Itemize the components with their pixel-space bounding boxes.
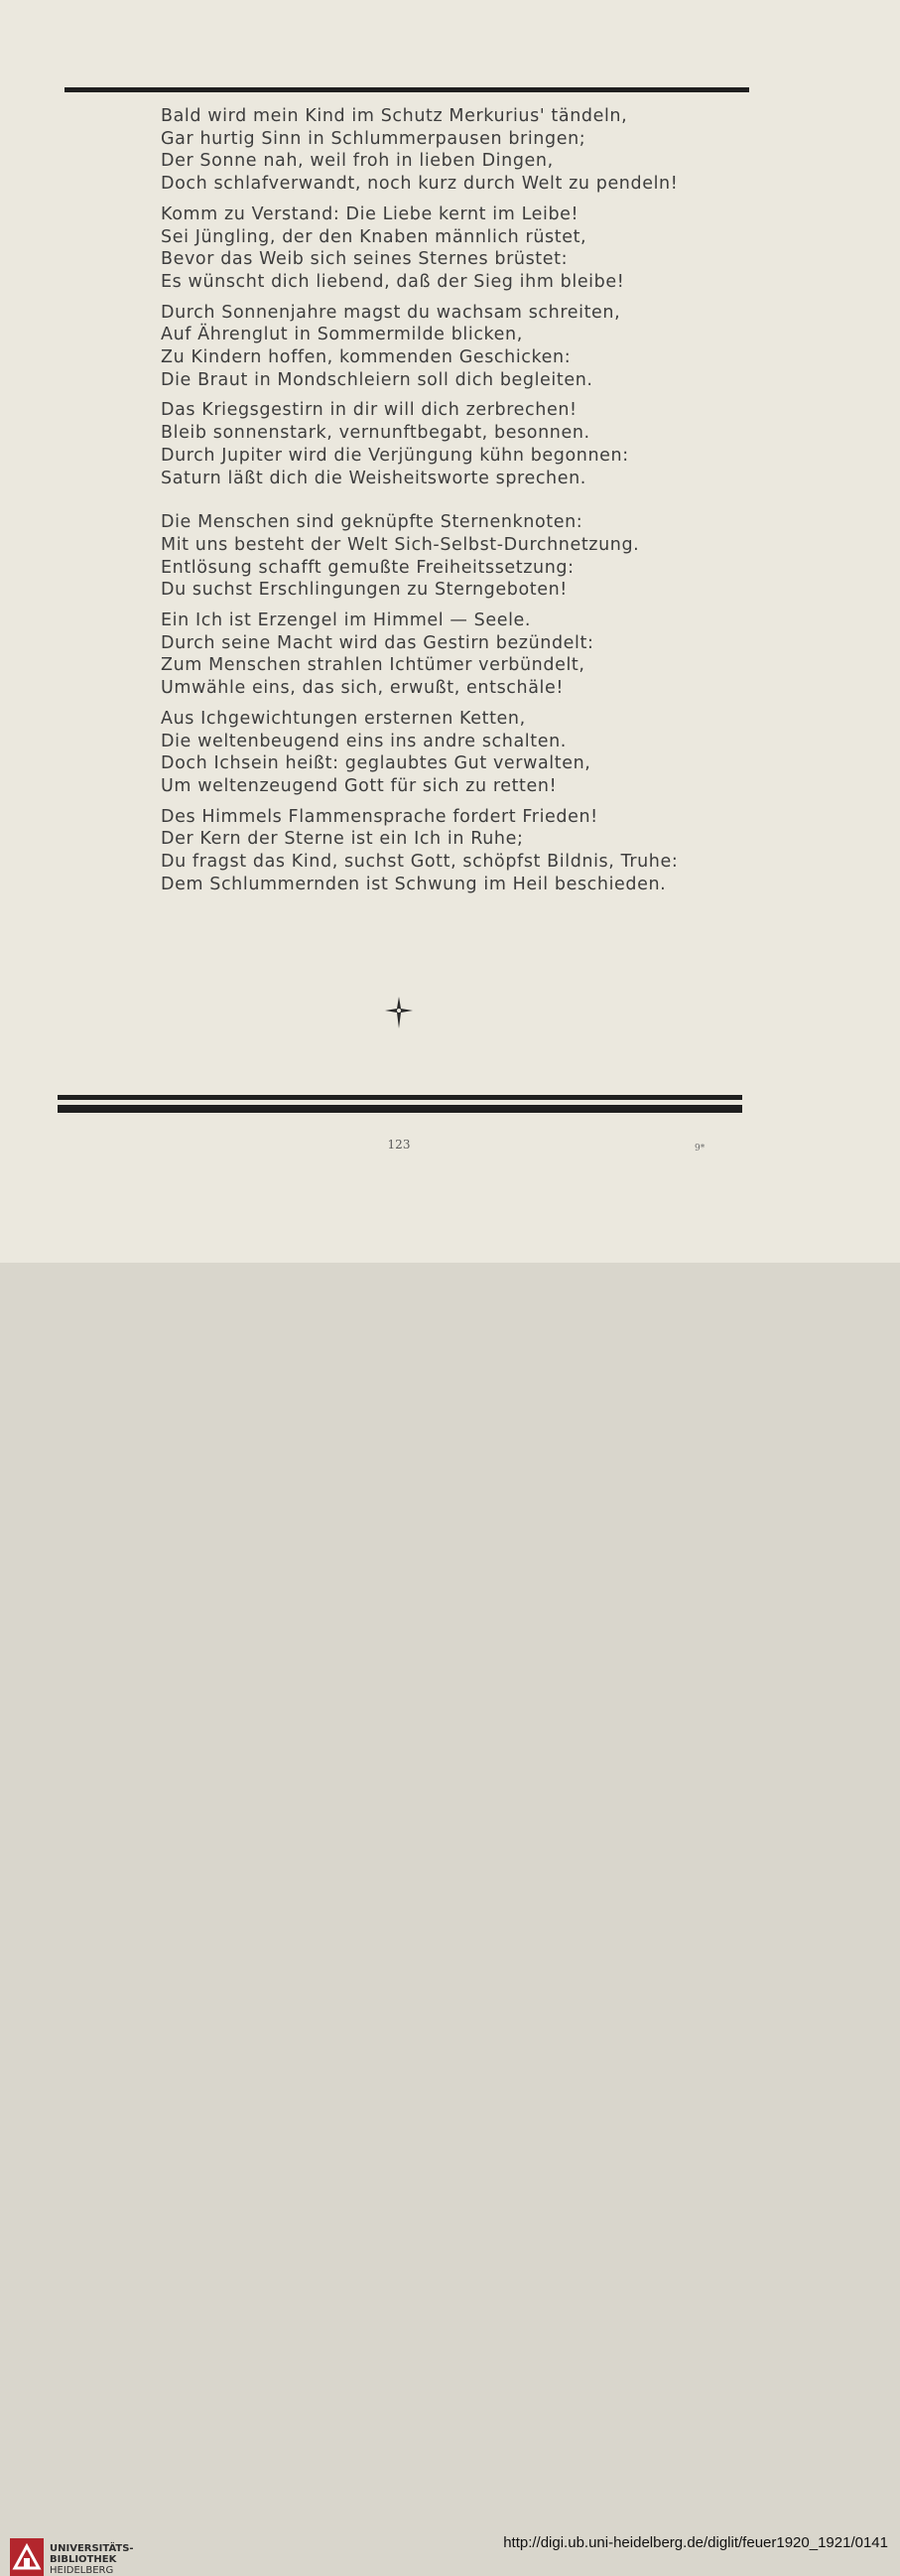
poem-line: Du suchst Erschlingungen zu Sterngeboten! (161, 580, 568, 601)
poem-line: Des Himmels Flammensprache fordert Frieden! (161, 806, 598, 827)
poem-line: Gar hurtig Sinn in Schlummerpausen bringen; (161, 128, 586, 149)
poem-line: Bald wird mein Kind im Schutz Merkurius' tändeln, (161, 106, 628, 126)
library-name-line: HEIDELBERG (50, 2565, 114, 2576)
poem-line: Umwähle eins, das sich, erwußt, entschäle! (161, 678, 564, 699)
poem-line: Mit uns besteht der Welt Sich-Selbst-Durchnetzung. (161, 534, 640, 555)
poem-line: Um weltenzeugend Gott für sich zu retten! (161, 775, 558, 796)
poem-line: Bleib sonnenstark, vernunftbegabt, besonnen. (161, 423, 590, 444)
poem-line: Die Braut in Mondschleiern soll dich begleiten. (161, 369, 593, 390)
library-name[interactable] (50, 2543, 134, 2576)
stanza (161, 105, 776, 196)
poem-line: Entlösung schafft gemußte Freiheitssetzung: (161, 557, 575, 578)
stanza (161, 708, 776, 798)
poem-line: Sei Jüngling, der den Knaben männlich rüstet, (161, 226, 587, 247)
stanza (161, 806, 776, 896)
poem-line: Die Menschen sind geknüpfte Sternenknoten: (161, 512, 583, 533)
poem-line: Dem Schlummernden ist Schwung im Heil beschieden. (161, 874, 667, 894)
poem-line: Der Kern der Sterne ist ein Ich in Ruhe; (161, 829, 524, 850)
poem-line: Doch schlafverwandt, noch kurz durch Welt zu pendeln! (161, 174, 679, 195)
poem-line: Durch seine Macht wird das Gestirn bezündelt: (161, 632, 594, 653)
stanza (161, 399, 776, 489)
library-name-line: BIBLIOTHEK (50, 2554, 117, 2565)
poem-line: Bevor das Weib sich seines Sternes brüstet: (161, 249, 569, 270)
poem-line: Ein Ich ist Erzengel im Himmel — Seele. (161, 610, 532, 631)
top-rule (64, 87, 749, 92)
poem-line: Zum Menschen strahlen Ichtümer verbündelt, (161, 655, 585, 676)
stanza (161, 203, 776, 294)
poem-line: Doch Ichsein heißt: geglaubtes Gut verwalten, (161, 753, 591, 774)
stanza (161, 302, 776, 392)
library-name-line: UNIVERSITÄTS- (50, 2543, 134, 2554)
stanza (161, 511, 776, 602)
book-page (0, 0, 900, 1263)
source-url-link[interactable]: http://digi.ub.uni-heidelberg.de/diglit/feuer1920_1921/0141 (503, 2534, 888, 2551)
footer-bar (0, 1263, 900, 2576)
stanza (161, 610, 776, 700)
poem-line: Der Sonne nah, weil froh in lieben Dingen, (161, 151, 554, 172)
poem-line: Es wünscht dich liebend, daß der Sieg ihm bleibe! (161, 271, 625, 292)
poem-line: Durch Sonnenjahre magst du wachsam schreiten, (161, 302, 621, 323)
poem-line: Durch Jupiter wird die Verjüngung kühn begonnen: (161, 445, 629, 466)
poem-line: Das Kriegsgestirn in dir will dich zerbrechen! (161, 400, 578, 421)
poem-line: Aus Ichgewichtungen ersternen Ketten, (161, 708, 526, 729)
poem-line: Zu Kindern hoffen, kommenden Geschicken: (161, 347, 572, 368)
bottom-rule-thin (58, 1095, 742, 1100)
poem (161, 105, 776, 904)
poem-line: Du fragst das Kind, suchst Gott, schöpfst Bildnis, Truhe: (161, 852, 679, 873)
star-ornament-icon (385, 997, 413, 1028)
poem-line: Die weltenbeugend eins ins andre schalten. (161, 731, 567, 751)
bottom-rule-thick (58, 1105, 742, 1113)
poem-line: Saturn läßt dich die Weisheitsworte sprechen. (161, 468, 586, 488)
poem-line: Auf Ährenglut in Sommermilde blicken, (161, 325, 523, 345)
page-number: 123 (387, 1138, 411, 1152)
signature-mark: 9* (695, 1144, 706, 1153)
poem-line: Komm zu Verstand: Die Liebe kernt im Leibe! (161, 203, 579, 224)
library-logo-icon (10, 2538, 44, 2576)
